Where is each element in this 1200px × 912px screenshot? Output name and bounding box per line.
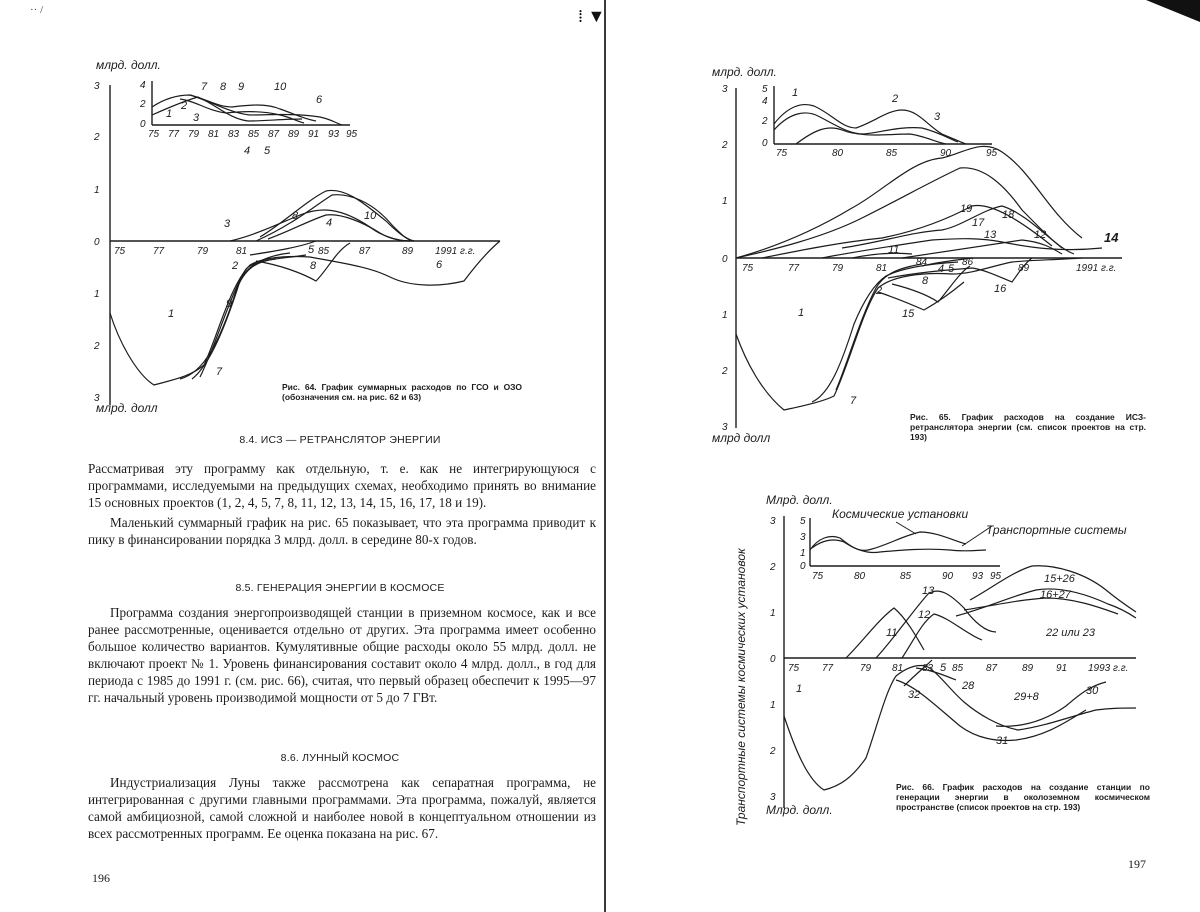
y-tick: 0 — [94, 237, 100, 248]
curve-4 — [268, 215, 410, 241]
inset-x-tick: 95 — [986, 148, 998, 159]
figure-66-caption: Рис. 66. График расходов на создание станции по генерации энергии в околоземном космическом пространстве (список проектов на стр. 193) — [896, 782, 1150, 812]
y-ticks — [721, 84, 728, 433]
y-tick: 1 — [722, 196, 728, 207]
inset-curve-label: 1 — [792, 87, 799, 99]
y-tick: 1 — [770, 608, 776, 619]
curve-13 — [822, 239, 1002, 258]
inset-label-space: Космические установки — [832, 507, 969, 521]
y-tick: 0 — [722, 254, 728, 265]
curve-label: 7 — [850, 395, 857, 407]
y-axis-label-top: млрд. долл. — [712, 65, 777, 79]
x-tick: 77 — [822, 663, 834, 674]
x-tick: 81 — [876, 263, 888, 274]
inset-x-tick: 75 — [148, 129, 160, 140]
curve-label: 16 — [994, 283, 1007, 295]
inset-x-tick: 90 — [942, 571, 954, 582]
curve-label: 12 — [918, 609, 931, 621]
curve-label: 4 — [326, 217, 333, 229]
curve-labels — [796, 573, 1099, 747]
inset-curve-label: 7 — [201, 81, 208, 93]
curve-31 — [896, 680, 1086, 740]
curve-12 — [902, 614, 982, 658]
curve-13 — [876, 591, 996, 658]
inset-x-tick: 80 — [832, 148, 844, 159]
curve-label: 16+27 — [1040, 589, 1071, 601]
y-tick: 1 — [770, 700, 776, 711]
curve-label: 1 — [796, 683, 803, 695]
curve-2 — [200, 255, 306, 377]
inset-chart — [761, 84, 998, 159]
scan-mark: ·· / — [30, 4, 44, 16]
inset-y-tick: 4 — [762, 96, 768, 107]
figure-65-chart — [702, 62, 1162, 445]
curve-label: 29+8 — [1014, 691, 1039, 703]
y-tick: 3 — [770, 516, 776, 527]
x-tick: 81 — [892, 663, 904, 674]
curve-label: 11 — [888, 244, 900, 256]
figure-65-caption: Рис. 65. График расходов на создание ИСЗ-ретранслятора энергии (см. список проектов на стр. 193) — [910, 412, 1146, 442]
x-tick: 85 — [318, 246, 330, 257]
y-ticks — [769, 516, 776, 803]
curve-1 — [736, 258, 1082, 410]
right-page — [606, 0, 1200, 912]
curve-label: 32 — [908, 689, 921, 701]
y-tick: 3 — [770, 792, 776, 803]
curve-11 — [846, 608, 924, 658]
curve-label: 4 — [938, 263, 945, 275]
scan-mark: ⁞ ▼ — [578, 6, 606, 26]
inset-curve-label: 2 — [181, 100, 188, 112]
x-tick: 75 — [788, 663, 800, 674]
inset-y-tick: 0 — [800, 561, 806, 572]
y-tick: 1 — [94, 289, 100, 300]
x-tick: 1991 г.г. — [435, 246, 476, 257]
x-tick: 86 — [962, 257, 974, 268]
inset-x-tick: 93 — [328, 129, 340, 140]
inset-x-tick: 85 — [900, 571, 912, 582]
inset-curve-label: 3 — [934, 111, 941, 123]
inset-y-tick: 0 — [762, 138, 768, 149]
y-tick: 3 — [94, 393, 100, 404]
curve-label: 5 — [940, 662, 947, 674]
section-8-6-paragraph: Индустриализация Луны также рассмотрена как сепаратная программа, не интегрированная с другими главными программами. Эта программа, пожалуй, является самой амбициозной, самой сложной и наиболее новой в концептуальном отношении из всех рассмотренных программ. Ее оценка показана на рис. 67. — [88, 775, 596, 841]
section-8-6-heading: 8.6. ЛУННЫЙ КОСМОС — [280, 752, 400, 764]
inset-x-tick: 85 — [248, 129, 260, 140]
inset-x-tick: 80 — [854, 571, 866, 582]
inset-x-tick: 83 — [228, 129, 240, 140]
inset-label-transport: Транспортные системы — [986, 523, 1127, 537]
x-tick: 89 — [1018, 263, 1030, 274]
inset-y-tick: 5 — [800, 516, 806, 527]
curve-label: 9 — [226, 298, 233, 310]
x-tick: 87 — [359, 246, 371, 257]
curve-label: 8 — [292, 210, 299, 222]
curve-label: 13 — [922, 585, 935, 597]
curve-label: 28 — [962, 680, 975, 692]
curve-label: 18 — [1002, 209, 1015, 221]
inset-curve — [796, 128, 946, 144]
inset-curve-label: 9 — [238, 81, 245, 93]
curve-label: 1 — [168, 308, 175, 320]
x-tick: 77 — [153, 246, 165, 257]
x-tick: 75 — [114, 246, 126, 257]
x-tick: 89 — [1022, 663, 1034, 674]
curve-label: 7 — [216, 366, 223, 378]
inset-y-tick: 4 — [140, 80, 146, 91]
curve-label: 2 — [876, 285, 883, 297]
inset-pointer — [896, 522, 916, 534]
y-tick: 2 — [722, 366, 728, 377]
inset-curve-label: 6 — [316, 94, 323, 106]
x-tick: 79 — [860, 663, 872, 674]
inset-curve-label: 5 — [264, 145, 271, 157]
x-tick: 75 — [742, 263, 754, 274]
inset-x-tick: 89 — [288, 129, 300, 140]
inset-x-tick: 95 — [346, 129, 358, 140]
inset-y-tick: 1 — [800, 548, 806, 559]
inset-x-tick: 93 — [972, 571, 984, 582]
curve-label: 22 или 23 — [1046, 627, 1096, 639]
curve-7 — [180, 259, 276, 379]
section-8-4-paragraph-2: Маленький суммарный график на рис. 65 показывает, что эта программа приводит к пику в финансировании порядка 3 млрд. долл. в середине 80-х годов. — [88, 515, 596, 547]
figure-66-chart — [756, 490, 1176, 830]
curve-label: 2 — [232, 260, 239, 272]
curve-label: 17 — [972, 217, 985, 229]
curve-label: 12 — [1034, 229, 1047, 241]
curve-label: 31 — [996, 735, 1009, 747]
inset-curve-label: 10 — [274, 81, 287, 93]
x-tick: 81 — [236, 246, 248, 257]
x-tick: 91 — [1056, 663, 1068, 674]
y-tick: 2 — [94, 132, 100, 143]
inset-curve — [774, 113, 958, 142]
x-ticks — [114, 246, 475, 257]
curve-label: 8 — [922, 275, 929, 287]
x-tick: 79 — [197, 246, 209, 257]
curve-label: 13 — [984, 229, 997, 241]
inset-curve-label: 4 — [244, 145, 251, 157]
y-tick: 2 — [770, 562, 776, 573]
curve-label: 30 — [1086, 685, 1099, 697]
inset-y-tick: 0 — [140, 119, 146, 130]
y-tick: 2 — [722, 140, 728, 151]
curve-label: 5 — [308, 244, 315, 256]
side-axis-label: Транспортные системы космических установок — [734, 548, 748, 826]
section-8-5-heading: 8.5. ГЕНЕРАЦИЯ ЭНЕРГИИ В КОСМОСЕ — [235, 582, 445, 594]
inset-curve-label: 3 — [193, 112, 200, 124]
inset-chart — [139, 80, 358, 157]
curve-1 — [784, 665, 1136, 790]
y-tick: 2 — [94, 341, 100, 352]
curve-16-upper — [842, 206, 1062, 248]
section-8-5-paragraph: Программа создания энергопроизводящей станции в приземном космосе, как и все ранее рассмотренные, оценивается отдельно от других. Эта программа имеет особенно большое количество вариантов. Кумулятивные общие расходы около 55 млрд. долл. не включают проект № 1. Уровень финансирования составит около 4 млрд. долл., в год для периода с 1985 до 1991 г. (см. рис. 66), считая, что первый образец обеспечит к 1995—97 гг. начальный уровень производимой мощности от 5 до 7 ГВт. — [88, 605, 596, 705]
x-ticks — [788, 663, 1128, 674]
y-axis-label-top: млрд. долл. — [96, 58, 161, 72]
inset-chart — [800, 507, 1127, 582]
section-8-4-heading: 8.4. ИСЗ — РЕТРАНСЛЯТОР ЭНЕРГИИ — [239, 434, 441, 446]
inset-x-tick: 85 — [886, 148, 898, 159]
y-tick: 3 — [722, 84, 728, 95]
inset-curve-label: 1 — [166, 108, 173, 120]
inset-x-tick: 87 — [268, 129, 280, 140]
y-tick: 1 — [94, 185, 100, 196]
figure-64-chart — [80, 55, 520, 425]
curve-label: 5 — [948, 263, 955, 275]
x-tick: 79 — [832, 263, 844, 274]
inset-x-tick: 77 — [168, 129, 180, 140]
inset-x-tick: 75 — [812, 571, 824, 582]
y-ticks — [93, 81, 100, 404]
y-tick: 1 — [722, 310, 728, 321]
y-axis-label-bottom: млрд. долл — [96, 401, 158, 415]
y-tick: 3 — [722, 422, 728, 433]
curve-12 — [902, 240, 1062, 258]
inset-y-tick: 3 — [800, 532, 806, 543]
corner-shadow — [1146, 0, 1200, 24]
inset-x-tick: 91 — [308, 129, 320, 140]
curve-labels — [798, 203, 1119, 407]
inset-x-tick: 81 — [208, 129, 220, 140]
curve-label: 3 — [224, 218, 231, 230]
inset-curve-label: 8 — [220, 81, 227, 93]
figure-64-caption: Рис. 64. График суммарных расходов по ГСО и ОЗО (обозначения см. на рис. 62 и 63) — [282, 382, 522, 402]
inset-y-tick: 2 — [140, 99, 146, 110]
y-axis-label-bottom: Млрд. долл. — [766, 803, 833, 817]
curve-label: 10 — [364, 210, 377, 222]
curve-5 — [250, 241, 316, 255]
curve-label: 6 — [436, 259, 443, 271]
curve-label: 1 — [798, 307, 805, 319]
inset-y-tick: 5 — [762, 84, 768, 95]
inset-y-tick: 2 — [762, 116, 768, 127]
curve-label: 11 — [886, 627, 898, 639]
x-tick: 89 — [402, 246, 414, 257]
section-8-4-paragraph-1: Рассматривая эту программу как отдельную, т. е. как не интегрирующуюся с программами, исследуемыми на предыдущих схемах, необходимо принять во внимание 15 основных проектов (1, 2, 4, 5, 7, 8, 11, 12, 13, 14, 15, 16, 17, 18 и 19). — [88, 461, 596, 510]
y-tick: 0 — [770, 654, 776, 665]
x-tick: 85 — [952, 663, 964, 674]
curve-label: 14 — [1104, 230, 1119, 245]
inset-curve — [810, 532, 966, 550]
inset-x-tick: 95 — [990, 571, 1002, 582]
inset-x-tick: 90 — [940, 148, 952, 159]
inset-x-tick: 79 — [188, 129, 200, 140]
curve-2 — [836, 264, 922, 390]
curve-label: 15+26 — [1044, 573, 1075, 585]
y-tick: 3 — [94, 81, 100, 92]
x-tick: 83 — [922, 663, 934, 674]
y-axis-label-bottom: млрд долл — [712, 431, 771, 445]
inset-x-tick: 75 — [776, 148, 788, 159]
curve-label: 15 — [902, 308, 915, 320]
x-tick: 1993 г.г. — [1088, 663, 1129, 674]
page-number: 197 — [1128, 857, 1146, 871]
curve-16 — [888, 258, 1032, 282]
y-axis-label-top: Млрд. долл. — [766, 493, 833, 507]
x-tick: 84 — [916, 257, 928, 268]
x-tick: 1991 г.г. — [1076, 263, 1117, 274]
curve-label: 19 — [960, 203, 973, 215]
y-tick: 2 — [770, 746, 776, 757]
curve-label: 8 — [310, 260, 317, 272]
inset-curve-label: 2 — [892, 93, 899, 105]
page-number: 196 — [92, 871, 110, 885]
x-tick: 87 — [986, 663, 998, 674]
x-tick: 77 — [788, 263, 800, 274]
